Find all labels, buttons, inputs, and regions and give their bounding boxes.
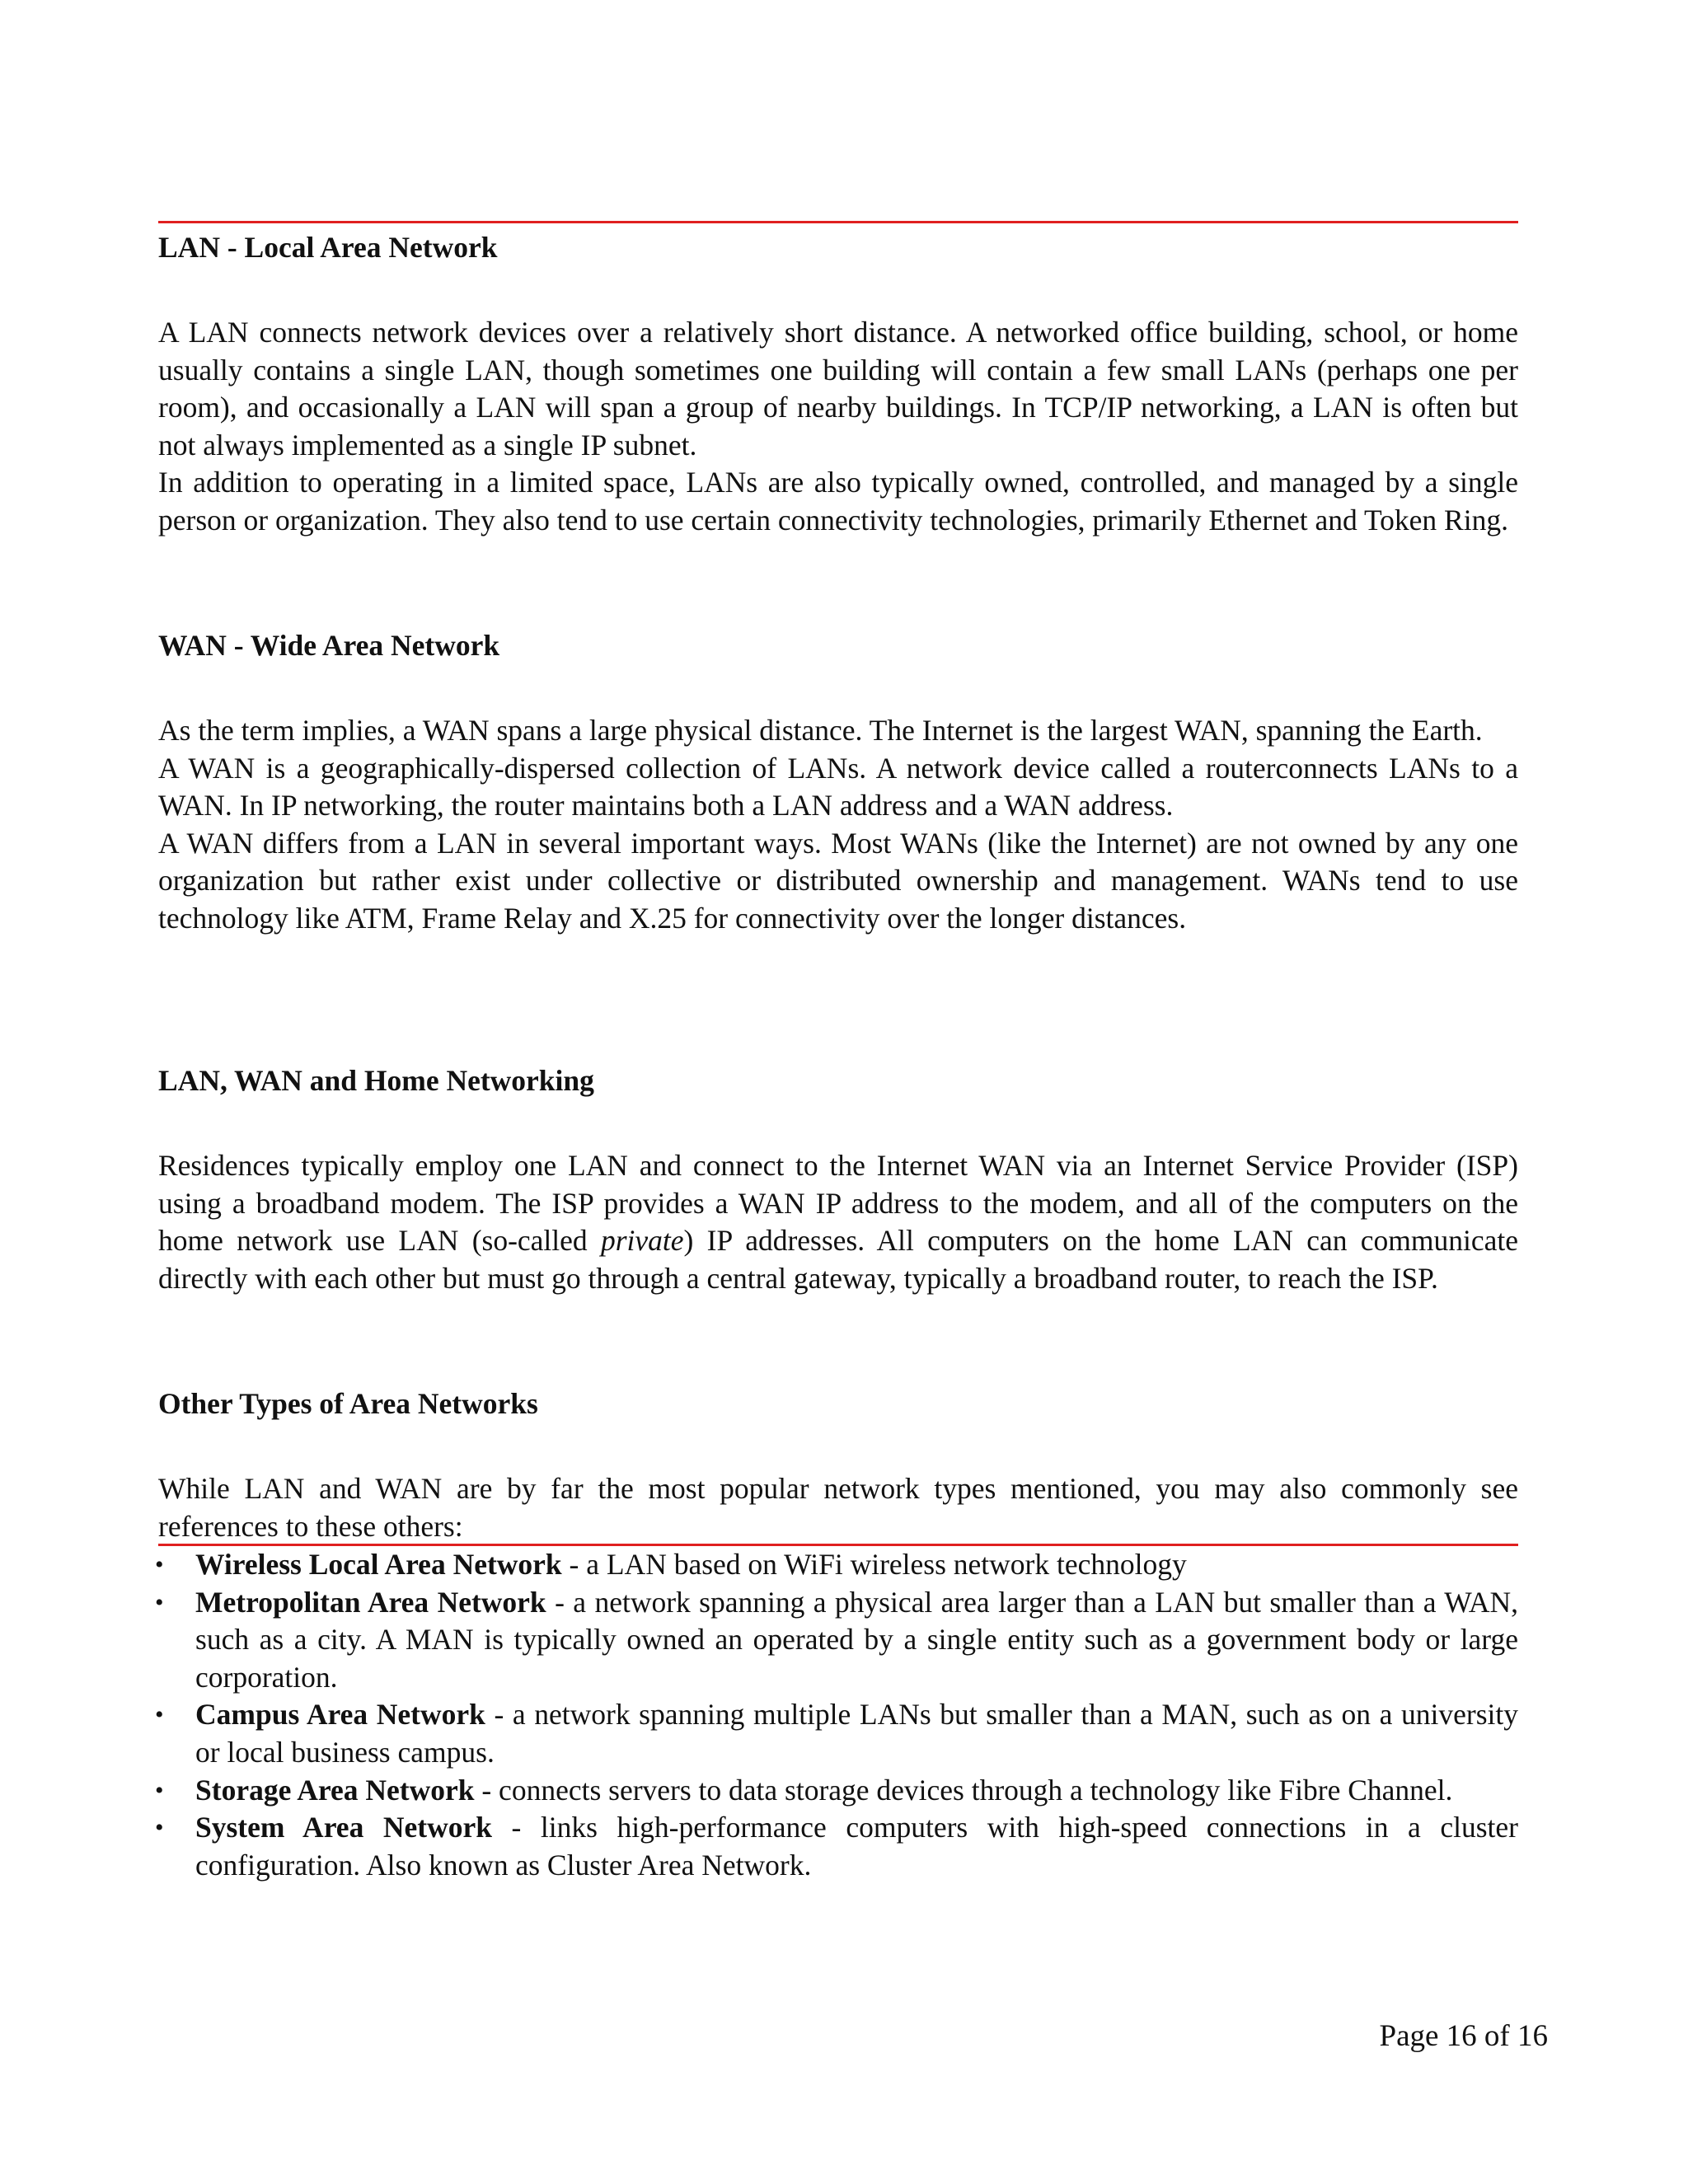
bullet-icon: • — [155, 1776, 164, 1804]
list-item-term: Metropolitan Area Network — [195, 1585, 546, 1619]
bullet-icon: • — [155, 1701, 164, 1729]
list-item — [155, 1696, 1518, 1771]
list-item-desc: - a network spanning multiple LANs but smaller than a MAN, such as on a university or local business campus. — [195, 1698, 1518, 1769]
list-item-term: Storage Area Network — [195, 1773, 475, 1807]
paragraph: A LAN connects network devices over a relatively short distance. A networked office building, school, or home usually contains a single LAN, though sometimes one building will contain a few small LANs (perhaps one per room), and occasionally a LAN will span a group of nearby buildings. In TCP/IP networking, a LAN is often but not always implemented as a single IP subnet. — [158, 316, 1518, 462]
section-body-other — [158, 1470, 1518, 1545]
section-body-wan — [158, 712, 1518, 938]
paragraph-text: ) IP addresses. All computers on the home LAN can communicate directly with each other but must go through a central gateway, typically a broadband router, to reach the ISP. — [158, 1224, 1518, 1295]
section-heading-home: LAN, WAN and Home Networking — [158, 1064, 594, 1097]
section-body-lan — [158, 314, 1518, 540]
list-item-desc: - a LAN based on WiFi wireless network technology — [561, 1548, 1187, 1581]
list-item-desc: - connects servers to data storage devices through a technology like Fibre Channel. — [474, 1773, 1453, 1807]
list-item — [155, 1772, 1518, 1810]
paragraph: As the term implies, a WAN spans a large physical distance. The Internet is the largest WAN, spanning the Earth. — [158, 714, 1483, 747]
paragraph: In addition to operating in a limited space, LANs are also typically owned, controlled, and managed by a single person or organization. They also tend to use certain connectivity technologies, primarily Ethernet and Token Ring. — [158, 466, 1518, 537]
paragraph: A WAN is a geographically-dispersed collection of LANs. A network device called a routerconnects LANs to a WAN. In IP networking, the router maintains both a LAN address and a WAN address. — [158, 751, 1518, 823]
list-item-term: Campus Area Network — [195, 1698, 485, 1732]
list-item-term: Wireless Local Area Network — [195, 1548, 562, 1581]
paragraph: While LAN and WAN are by far the most popular network types mentioned, you may also commonly see references to these others: — [158, 1472, 1518, 1543]
paragraph: A WAN differs from a LAN in several important ways. Most WANs (like the Internet) are not owned by any one organization but rather exist under collective or distributed ownership and management. WANs tend to use technology like ATM, Frame Relay and X.25 for connectivity over the longer distances. — [158, 826, 1518, 935]
bullet-icon: • — [155, 1814, 164, 1842]
bullet-icon: • — [155, 1588, 164, 1616]
list-item — [155, 1809, 1518, 1884]
paragraph — [158, 1147, 1518, 1297]
list-item-desc: - a network spanning a physical area larger than a LAN but smaller than a WAN, such as a city. A MAN is typically owned an operated by a single entity such as a government body or large corporation. — [195, 1585, 1519, 1694]
paragraph-text: Residences typically employ one LAN and connect to the Internet WAN via an Internet Service Provider (ISP) using a broadband modem. The ISP provides a WAN IP address to the modem, and all of the computers on the home network use LAN (so-called — [158, 1149, 1518, 1258]
list-item — [155, 1546, 1518, 1584]
section-body-home — [158, 1147, 1518, 1297]
list-item-desc: - links high-performance computers with high-speed connections in a cluster configuration. Also known as Cluster Area Network. — [195, 1811, 1518, 1882]
italic-term: private — [600, 1224, 684, 1258]
network-types-list — [155, 1546, 1519, 1884]
top-divider — [158, 221, 1518, 223]
list-item — [155, 1584, 1519, 1697]
section-heading-lan: LAN - Local Area Network — [158, 231, 498, 264]
bullet-icon: • — [155, 1551, 164, 1578]
page-number: Page 16 of 16 — [1379, 2019, 1548, 2053]
list-item-term: System Area Network — [195, 1811, 492, 1844]
section-heading-wan: WAN - Wide Area Network — [158, 629, 500, 662]
section-heading-other: Other Types of Area Networks — [158, 1387, 538, 1420]
